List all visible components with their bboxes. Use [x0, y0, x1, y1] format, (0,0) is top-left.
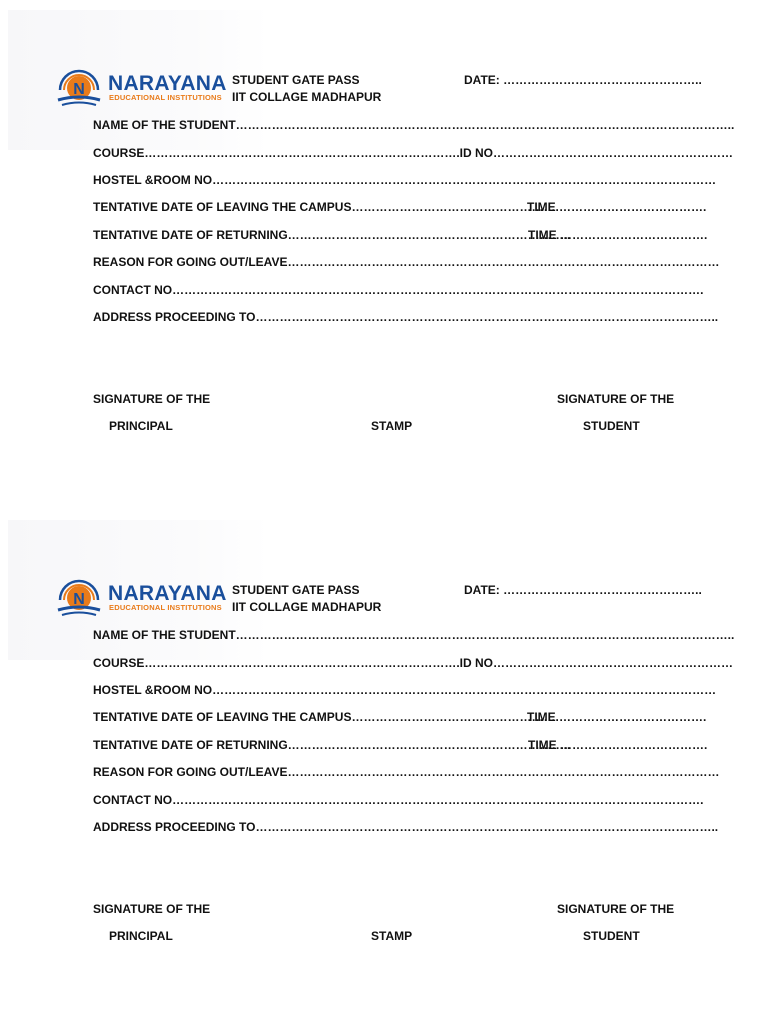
returning-date-field[interactable]: TENTATIVE DATE OF RETURNING…………………………………………………………….. — [93, 228, 571, 242]
date-field[interactable]: DATE: ………………………………………….. — [464, 73, 702, 87]
brand-name: NARAYANA — [108, 582, 227, 605]
course-id-field[interactable]: COURSE…………………………………………………………………….ID NO…………………………………………………… — [93, 656, 734, 670]
gate-pass-form — [0, 510, 768, 990]
date-field[interactable]: DATE: ………………………………………….. — [464, 583, 702, 597]
student-name-field[interactable]: NAME OF THE STUDENT…………………………………………………………………………………………………………….. — [93, 628, 735, 642]
form-title: STUDENT GATE PASS — [232, 583, 360, 597]
brand-tagline: EDUCATIONAL INSTITUTIONS — [109, 603, 222, 612]
hostel-room-field[interactable]: HOSTEL &ROOM NO……………………………………………………………………………………………………………… — [93, 683, 717, 697]
course-id-field[interactable]: COURSE…………………………………………………………………….ID NO…………………………………………………… — [93, 146, 734, 160]
stamp-label: STAMP — [371, 419, 413, 433]
contact-field[interactable]: CONTACT NO……………………………………………………………………………………………………………………. — [93, 283, 704, 297]
principal-signature-label: SIGNATURE OF THE — [93, 902, 211, 916]
hostel-room-field[interactable]: HOSTEL &ROOM NO……………………………………………………………………………………………………………… — [93, 173, 717, 187]
principal-signature-label: SIGNATURE OF THE — [93, 392, 211, 406]
emblem-icon — [54, 574, 104, 618]
student-label: STUDENT — [583, 419, 640, 433]
student-name-field[interactable]: NAME OF THE STUDENT…………………………………………………………………………………………………………….. — [93, 118, 735, 132]
reason-field[interactable]: REASON FOR GOING OUT/LEAVE……………………………………………………………………………………………… — [93, 255, 720, 269]
leaving-time-field[interactable]: TIME ………………………………. — [527, 710, 707, 724]
student-signature-label: SIGNATURE OF THE — [557, 902, 675, 916]
form-title: STUDENT GATE PASS — [232, 73, 360, 87]
campus-name: IIT COLLAGE MADHAPUR — [232, 90, 382, 104]
campus-name: IIT COLLAGE MADHAPUR — [232, 600, 382, 614]
returning-time-field[interactable]: TIME ………………………………. — [528, 228, 708, 242]
student-label: STUDENT — [583, 929, 640, 943]
brand-name: NARAYANA — [108, 72, 227, 95]
narayana-logo — [54, 574, 226, 618]
leaving-date-field[interactable]: TENTATIVE DATE OF LEAVING THE CAMPUS……………………………………………. — [93, 710, 559, 724]
stamp-label: STAMP — [371, 929, 413, 943]
student-signature-label: SIGNATURE OF THE — [557, 392, 675, 406]
gate-pass-form — [0, 0, 768, 480]
brand-tagline: EDUCATIONAL INSTITUTIONS — [109, 93, 222, 102]
returning-date-field[interactable]: TENTATIVE DATE OF RETURNING…………………………………………………………….. — [93, 738, 571, 752]
address-field[interactable]: ADDRESS PROCEEDING TO…………………………………………………………………………………………………….. — [93, 820, 719, 834]
address-field[interactable]: ADDRESS PROCEEDING TO…………………………………………………………………………………………………….. — [93, 310, 719, 324]
logo-letter: N — [73, 81, 85, 98]
logo-letter: N — [73, 591, 85, 608]
principal-label: PRINCIPAL — [109, 419, 173, 433]
principal-label: PRINCIPAL — [109, 929, 173, 943]
reason-field[interactable]: REASON FOR GOING OUT/LEAVE……………………………………………………………………………………………… — [93, 765, 720, 779]
narayana-logo — [54, 64, 226, 108]
returning-time-field[interactable]: TIME ………………………………. — [528, 738, 708, 752]
contact-field[interactable]: CONTACT NO……………………………………………………………………………………………………………………. — [93, 793, 704, 807]
emblem-icon — [54, 64, 104, 108]
leaving-time-field[interactable]: TIME ………………………………. — [527, 200, 707, 214]
leaving-date-field[interactable]: TENTATIVE DATE OF LEAVING THE CAMPUS……………………………………………. — [93, 200, 559, 214]
